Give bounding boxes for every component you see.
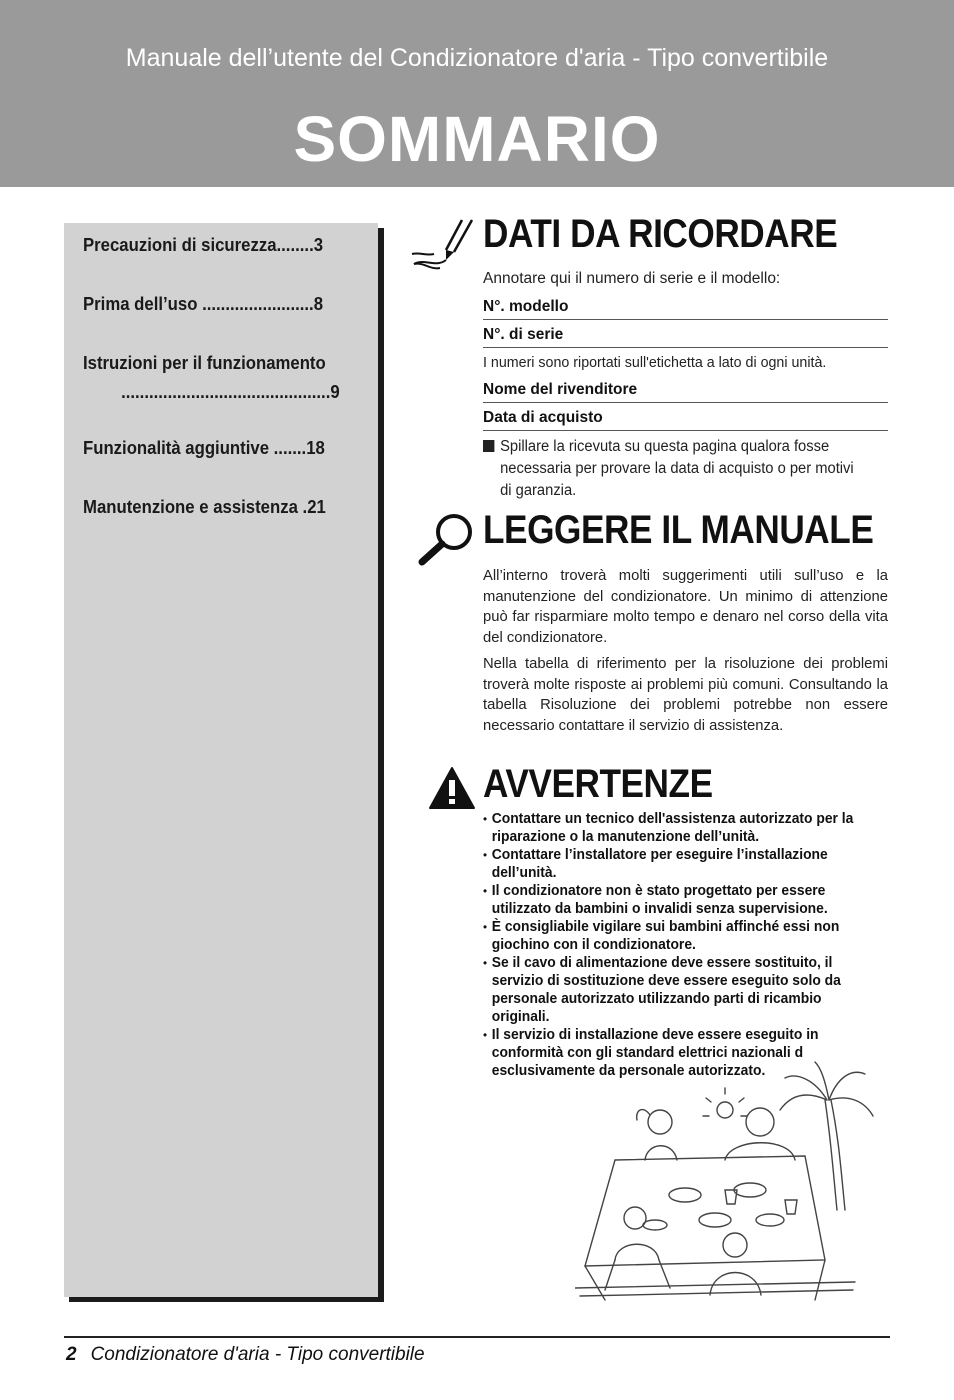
table-of-contents	[64, 223, 378, 1297]
toc-label-dots: .............................................9	[121, 382, 340, 402]
toc-item-funzionalita[interactable]	[83, 438, 340, 459]
manual-subtitle: Manuale dell’utente del Condizionatore d'aria - Tipo convertibile	[125, 44, 829, 72]
toc-label: Manutenzione e assistenza .21	[83, 497, 326, 517]
toc-label: Precauzioni di sicurezza........3	[83, 235, 324, 255]
square-bullet-icon	[483, 440, 494, 452]
toc-item-istruzioni[interactable]	[83, 353, 340, 403]
warning-item: • Il servizio di installazione deve essere eseguito in conformità con gli standard elettrici nazionali d esclusivamente da personale autorizzato.	[483, 1026, 881, 1080]
warning-icon	[428, 766, 476, 815]
toc-item-precauzioni[interactable]	[83, 235, 340, 256]
purchase-date-field[interactable]: Data di acquisto	[483, 409, 888, 431]
model-number-field[interactable]: N°. modello	[483, 298, 888, 320]
header-banner	[0, 0, 954, 187]
section-title-dati: DATI DA RICORDARE	[483, 212, 838, 256]
leggere-paragraph-2: Nella tabella di riferimento per la risoluzione dei problemi troverà molte risposte ai problemi più comuni. Consultando la tabella Risoluzione dei problemi potrebbe non essere necessario contattare il servizio di assistenza.	[483, 656, 888, 734]
toc-label: Prima dell’uso ........................8	[83, 294, 324, 314]
footer-rule	[64, 1336, 890, 1338]
receipt-note	[483, 436, 868, 502]
toc-label: Istruzioni per il funzionamento	[83, 353, 326, 373]
toc-item-prima-uso[interactable]	[83, 294, 340, 315]
page-footer	[66, 1344, 425, 1366]
label-note: I numeri sono riportati sull'etichetta a lato di ogni unità.	[483, 354, 827, 371]
page-number: 2	[66, 1344, 77, 1365]
page-title: SOMMARIO	[293, 103, 661, 175]
serial-number-field[interactable]: N°. di serie	[483, 326, 888, 348]
dealer-name-field[interactable]: Nome del rivenditore	[483, 381, 888, 403]
warning-item: • Il condizionatore non è stato progettato per essere utilizzato da bambini o invalidi senza supervisione.	[483, 882, 881, 918]
dati-intro: Annotare qui il numero di serie e il modello:	[483, 270, 781, 287]
picnic-illustration	[575, 1060, 875, 1315]
warning-item: • Contattare un tecnico dell'assistenza autorizzato per la riparazione o la manutenzione dell’unità.	[483, 810, 881, 846]
warning-item: • È consigliabile vigilare sui bambini affinché essi non giochino con il condizionatore.	[483, 918, 881, 954]
section-title-leggere: LEGGERE IL MANUALE	[483, 508, 874, 552]
receipt-note-text: Spillare la ricevuta su questa pagina qualora fosse necessaria per provare la data di acquisto o per motivi di garanzia.	[500, 438, 854, 499]
toc-label: Funzionalità aggiuntive .......18	[83, 438, 325, 458]
section-title-avvertenze: AVVERTENZE	[483, 762, 713, 806]
warning-item: • Contattare l’installatore per eseguire l’installazione dell’unità.	[483, 846, 881, 882]
magnifier-icon	[416, 512, 476, 573]
toc-item-manutenzione[interactable]	[83, 497, 340, 518]
footer-text: Condizionatore d'aria - Tipo convertibile	[90, 1344, 425, 1365]
pen-icon	[410, 218, 476, 283]
warning-list	[483, 810, 893, 1080]
warning-item: • Se il cavo di alimentazione deve essere sostituito, il servizio di sostituzione deve essere eseguito solo da personale autorizzato utilizzando parti di ricambio originali.	[483, 954, 881, 1026]
leggere-paragraph-1: All’interno troverà molti suggerimenti utili sull’uso e la manutenzione del condizionatore. Un minimo di attenzione può far risparmiare molto tempo e denaro nel corso della vita del condizionatore.	[483, 568, 888, 646]
